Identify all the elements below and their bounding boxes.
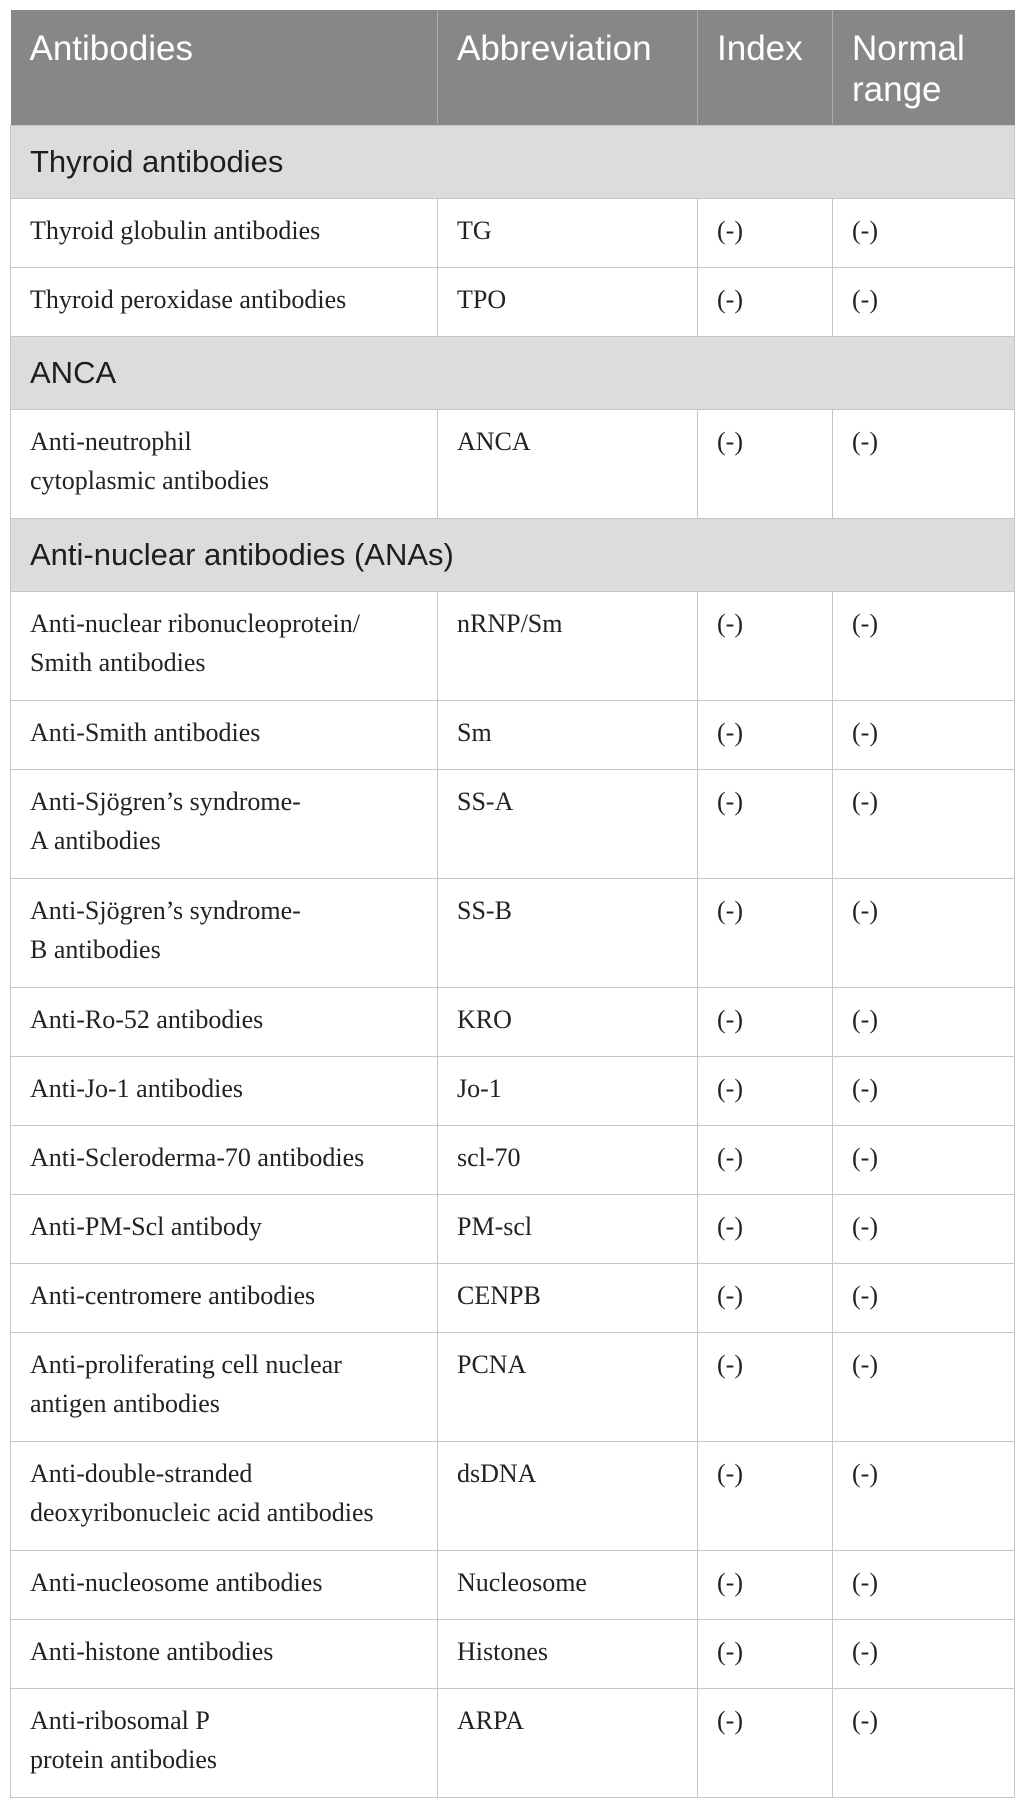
header-abbreviation: Abbreviation [438,10,698,126]
index-cell: (-) [698,879,833,988]
antibody-name-line: Anti-proliferating cell nuclear [30,1350,342,1379]
antibody-name-line: A antibodies [30,826,161,855]
antibody-name-line: protein antibodies [30,1745,218,1774]
antibody-name-line: Anti-Sjögren’s syndrome- [30,787,301,816]
normal-range-cell: (-) [833,199,1015,268]
antibody-name-cell [11,410,438,519]
abbreviation-cell: KRO [438,988,698,1057]
index-cell: (-) [698,701,833,770]
normal-range-cell: (-) [833,410,1015,519]
abbreviation-cell: Jo-1 [438,1057,698,1126]
abbreviation-cell: Sm [438,701,698,770]
table-row [11,199,1015,268]
antibody-name-line: B antibodies [30,935,161,964]
antibody-name-cell: Anti-nucleosome antibodies [11,1551,438,1620]
section-row [11,126,1015,199]
section-title: ANCA [11,337,1015,410]
index-cell: (-) [698,410,833,519]
antibody-name-line: Anti-nuclear ribonucleoprotein/ [30,609,360,638]
table-row [11,1264,1015,1333]
antibody-name-cell [11,1333,438,1442]
abbreviation-cell: PM-scl [438,1195,698,1264]
table-row [11,592,1015,701]
table-row [11,410,1015,519]
index-cell: (-) [698,1264,833,1333]
normal-range-cell: (-) [833,268,1015,337]
index-cell: (-) [698,1442,833,1551]
antibody-name-cell [11,770,438,879]
antibody-name-cell: Thyroid peroxidase antibodies [11,268,438,337]
table-row [11,1551,1015,1620]
table-row [11,1442,1015,1551]
normal-range-cell: (-) [833,770,1015,879]
index-cell: (-) [698,592,833,701]
section-title: Anti-nuclear antibodies (ANAs) [11,519,1015,592]
antibody-name-line: cytoplasmic antibodies [30,466,270,495]
normal-range-cell: (-) [833,1195,1015,1264]
table-row [11,879,1015,988]
antibody-name-line: Anti-double-stranded [30,1459,253,1488]
abbreviation-cell: ANCA [438,410,698,519]
normal-range-cell: (-) [833,1126,1015,1195]
header-normal-range: Normal range [833,10,1015,126]
abbreviation-cell: TG [438,199,698,268]
normal-range-cell: (-) [833,1057,1015,1126]
normal-range-cell: (-) [833,1620,1015,1689]
antibody-name-cell: Anti-Smith antibodies [11,701,438,770]
abbreviation-cell: ARPA [438,1689,698,1798]
antibody-name-cell: Anti-centromere antibodies [11,1264,438,1333]
normal-range-cell: (-) [833,1442,1015,1551]
table-row [11,770,1015,879]
index-cell: (-) [698,1195,833,1264]
table-body [11,126,1015,1798]
table-row [11,1126,1015,1195]
antibody-name-cell [11,1689,438,1798]
table-row [11,268,1015,337]
table-row [11,1333,1015,1442]
antibody-name-line: antigen antibodies [30,1389,220,1418]
abbreviation-cell: dsDNA [438,1442,698,1551]
abbreviation-cell: scl-70 [438,1126,698,1195]
table-row [11,1195,1015,1264]
antibody-name-line: Anti-ribosomal P [30,1706,210,1735]
index-cell: (-) [698,268,833,337]
section-row [11,519,1015,592]
header-index: Index [698,10,833,126]
antibody-name-cell: Anti-PM-Scl antibody [11,1195,438,1264]
index-cell: (-) [698,1551,833,1620]
abbreviation-cell: nRNP/Sm [438,592,698,701]
table-row [11,1620,1015,1689]
normal-range-cell: (-) [833,1689,1015,1798]
antibody-name-cell: Thyroid globulin antibodies [11,199,438,268]
normal-range-cell: (-) [833,1264,1015,1333]
normal-range-cell: (-) [833,988,1015,1057]
antibody-name-cell: Anti-histone antibodies [11,1620,438,1689]
abbreviation-cell: Histones [438,1620,698,1689]
antibody-name-line: Smith antibodies [30,648,206,677]
table-row [11,1057,1015,1126]
index-cell: (-) [698,988,833,1057]
abbreviation-cell: SS-A [438,770,698,879]
abbreviation-cell: TPO [438,268,698,337]
antibody-table [10,10,1015,1798]
table-row [11,988,1015,1057]
antibody-name-cell: Anti-Jo-1 antibodies [11,1057,438,1126]
index-cell: (-) [698,199,833,268]
index-cell: (-) [698,770,833,879]
section-row [11,337,1015,410]
antibody-name-cell: Anti-Ro-52 antibodies [11,988,438,1057]
antibody-name-cell [11,879,438,988]
table-row [11,701,1015,770]
normal-range-cell: (-) [833,592,1015,701]
antibody-name-cell: Anti-Scleroderma-70 antibodies [11,1126,438,1195]
abbreviation-cell: CENPB [438,1264,698,1333]
normal-range-cell: (-) [833,1551,1015,1620]
antibody-name-cell [11,592,438,701]
normal-range-cell: (-) [833,1333,1015,1442]
abbreviation-cell: Nucleosome [438,1551,698,1620]
antibody-name-line: Anti-neutrophil [30,427,192,456]
antibody-name-line: deoxyribonucleic acid antibodies [30,1498,374,1527]
index-cell: (-) [698,1333,833,1442]
antibody-name-cell [11,1442,438,1551]
normal-range-cell: (-) [833,701,1015,770]
index-cell: (-) [698,1620,833,1689]
antibody-name-line: Anti-Sjögren’s syndrome- [30,896,301,925]
header-antibodies: Antibodies [11,10,438,126]
table-header-row [11,10,1015,126]
abbreviation-cell: SS-B [438,879,698,988]
normal-range-cell: (-) [833,879,1015,988]
abbreviation-cell: PCNA [438,1333,698,1442]
section-title: Thyroid antibodies [11,126,1015,199]
index-cell: (-) [698,1057,833,1126]
index-cell: (-) [698,1126,833,1195]
index-cell: (-) [698,1689,833,1798]
table-row [11,1689,1015,1798]
